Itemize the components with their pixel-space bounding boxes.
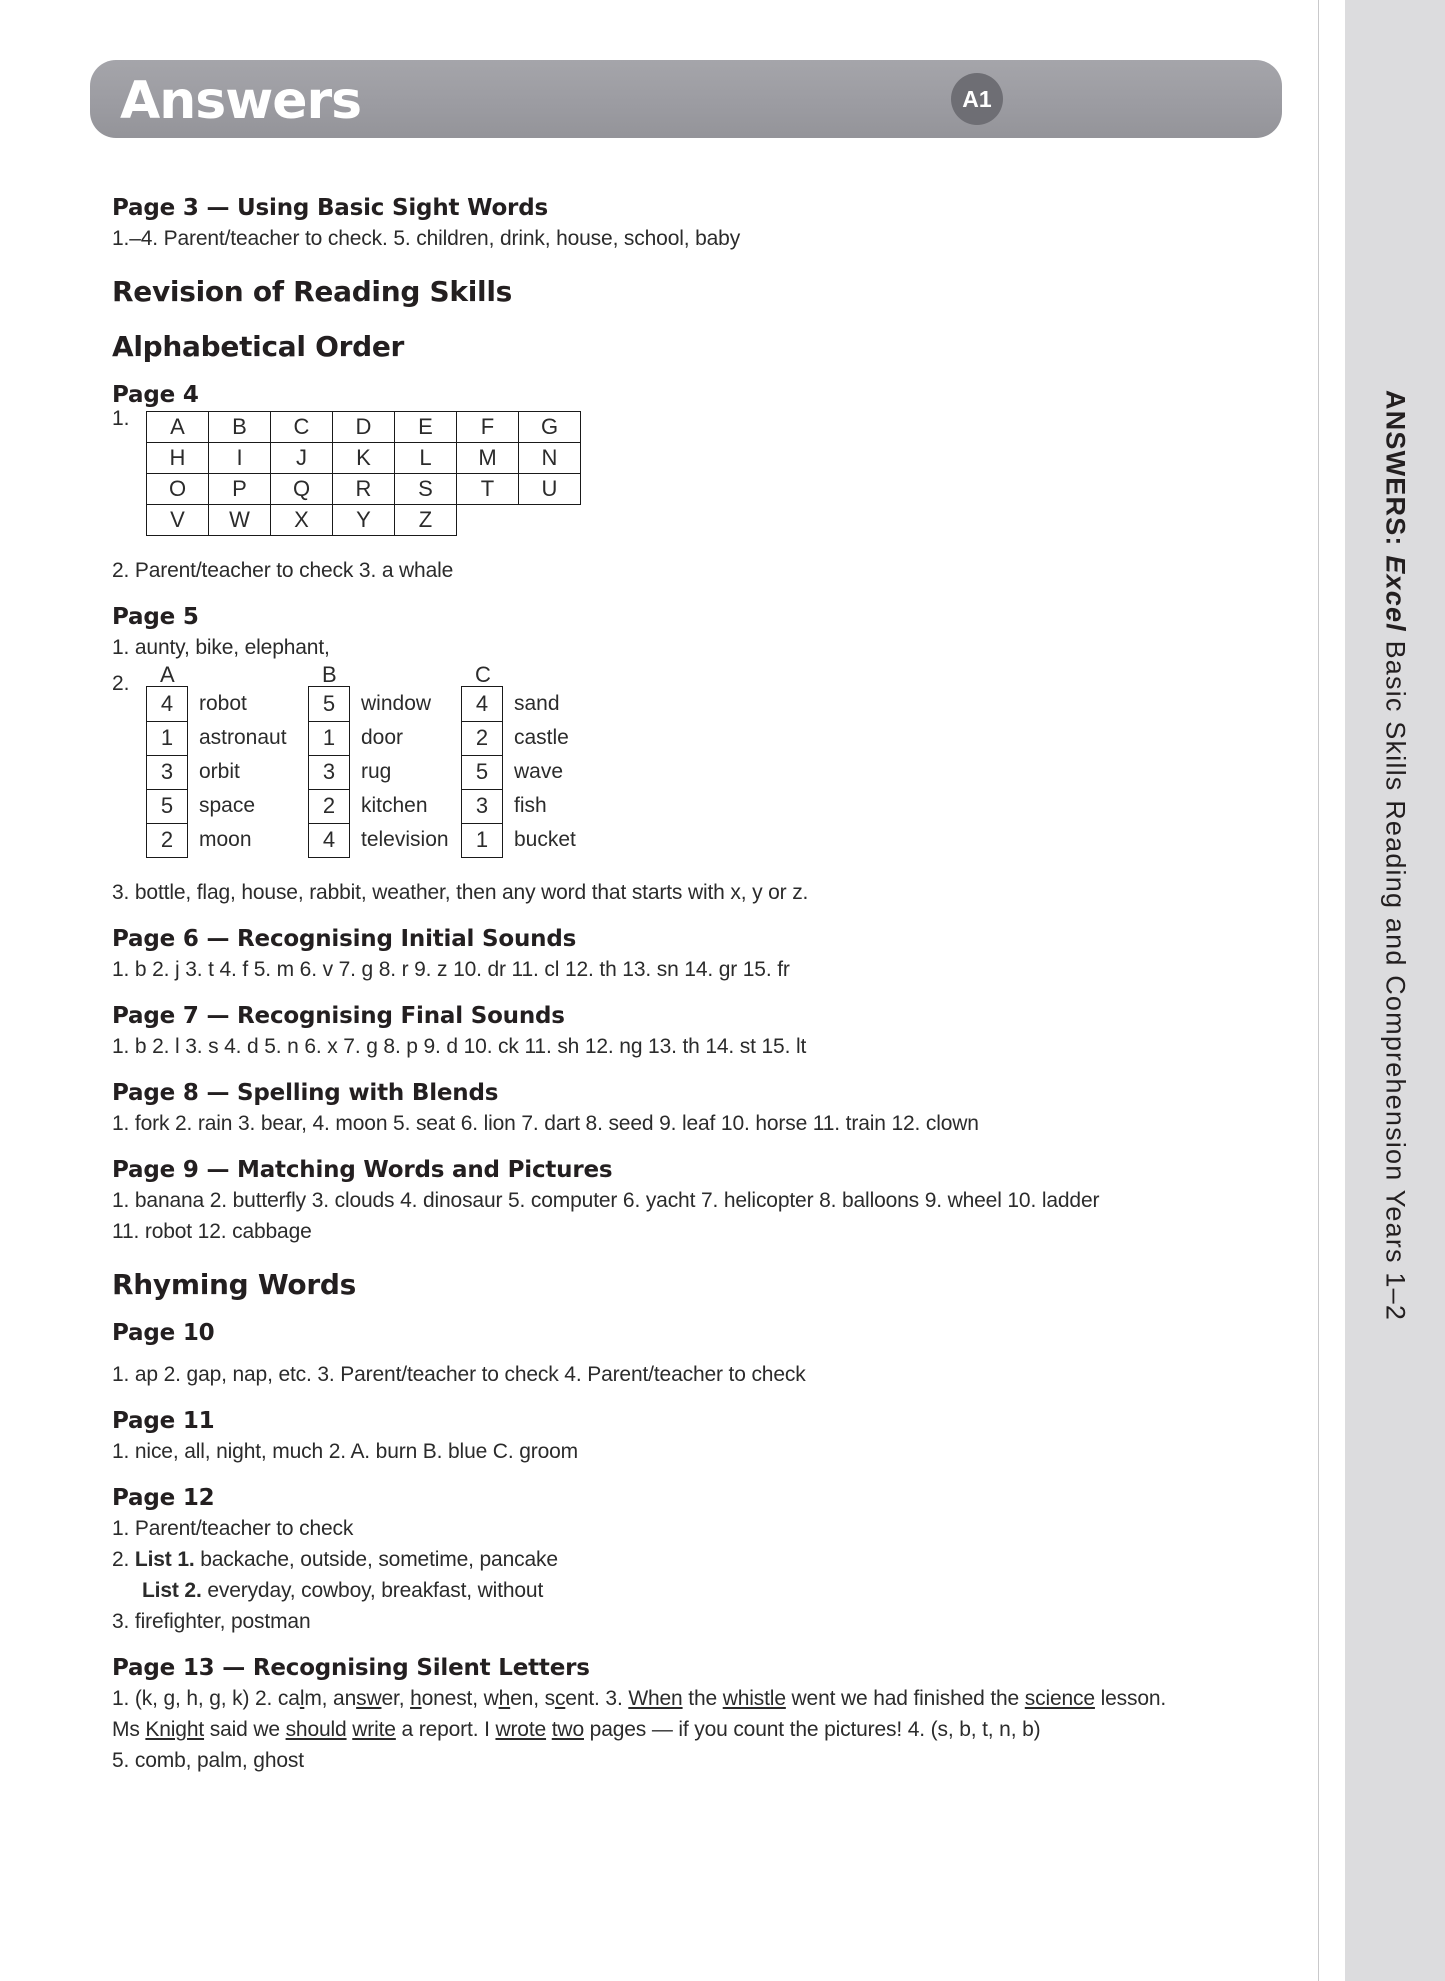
alphabet-grid-cell: P [209,474,271,505]
alphabet-grid-cell: Q [271,474,333,505]
heading-page-8: Page 8 — Spelling with Blends [112,1080,499,1106]
heading-page-13: Page 13 — Recognising Silent Letters [112,1655,590,1681]
word-label: rug [361,760,392,783]
word-label: wave [514,760,564,783]
answer-page-12-q1: 1. Parent/teacher to check [112,1517,354,1540]
answer-page-12-q3: 3. firefighter, postman [112,1610,311,1633]
list-item [309,687,432,721]
order-number-box: 3 [147,755,187,790]
list-item [309,721,404,755]
p13-underlined-word-when: When [628,1687,683,1710]
alphabet-grid-row [147,505,581,536]
alphabet-grid-cell: H [147,443,209,474]
order-number-box: 1 [147,721,187,756]
list-item [147,789,256,823]
word-label: door [361,726,404,749]
list-item [147,755,240,789]
heading-page-11: Page 11 [112,1408,215,1434]
page-5-item-number: 2. [112,672,130,695]
alphabet-grid-cell-empty [457,505,519,536]
alphabet-grid-cell: X [271,505,333,536]
alphabet-grid [146,411,581,536]
heading-rhyming-words: Rhyming Words [112,1268,356,1301]
alphabet-grid-cell: F [457,412,519,443]
p13-silent-letter-3: h [410,1687,422,1710]
p13-l2-seg-6: pages — if you count the pictures! 4. (s, b, t, n, b) [583,1718,1041,1741]
order-number-box: 2 [462,721,502,756]
alphabet-grid-cell: S [395,474,457,505]
p13-seg-8: went we had finished the [785,1687,1025,1710]
answer-page-8: 1. fork 2. rain 3. bear, 4. moon 5. seat 6. lion 7. dart 8. seed 9. leaf 10. horse 11. train 12. clown [112,1112,979,1135]
numbered-box-list [461,686,576,858]
list-2-label: List 2. [142,1579,202,1602]
p13-l2-seg-1: Ms [112,1718,146,1741]
sidebar-prefix: ANSWERS: [1380,390,1411,556]
alphabet-grid-cell: U [519,474,581,505]
alphabet-grid-cell: I [209,443,271,474]
word-label: kitchen [361,794,428,817]
answer-page-9-line-2: 11. robot 12. cabbage [112,1220,312,1243]
answer-page-12-q2-list-2 [112,1576,1292,1605]
page-5-sorting-columns [112,664,1292,870]
numbered-box-list [146,686,287,858]
answer-page-9-line-1: 1. banana 2. butterfly 3. clouds 4. dinosaur 5. computer 6. yacht 7. helicopter 8. balloons 9. wheel 10. ladder [112,1189,1100,1212]
order-number-box: 4 [147,687,187,722]
list-item [462,755,564,789]
p13-seg-5: en, s [510,1687,555,1710]
heading-alphabetical-order: Alphabetical Order [112,330,405,363]
heading-page-4: Page 4 [112,382,199,408]
p13-l2-seg-2: said we [204,1718,286,1741]
p13-seg-4: onest, w [421,1687,499,1710]
answer-page-10: 1. ap 2. gap, nap, etc. 3. Parent/teacher to check 4. Parent/teacher to check [112,1363,806,1386]
list-item [309,755,392,789]
alphabet-grid-cell: B [209,412,271,443]
list-1-label: List 1. [134,1548,195,1571]
header-banner-extension [1050,60,1282,138]
list-item [462,789,547,823]
alphabet-grid-cell: N [519,443,581,474]
list-item [309,823,449,857]
word-label: castle [514,726,569,749]
word-label: robot [199,692,247,715]
alphabet-grid-cell: Z [395,505,457,536]
alphabet-grid-cell: O [147,474,209,505]
alphabet-grid-cell: M [457,443,519,474]
order-number-box: 5 [147,789,187,824]
answer-page-7: 1. b 2. l 3. s 4. d 5. n 6. x 7. g 8. p 9. d 10. ck 11. sh 12. ng 13. th 14. st 15. lt [112,1035,807,1058]
answer-page-13-line-2 [112,1715,1292,1744]
alphabet-grid-cell: R [333,474,395,505]
page-5-column-c [461,662,576,858]
alphabet-grid-cell: A [147,412,209,443]
word-label: television [361,828,449,851]
order-number-box: 5 [462,755,502,790]
order-number-box: 4 [462,687,502,722]
p13-underlined-word-wrote: wrote [495,1718,547,1741]
status-badge: A1 [951,73,1003,125]
answer-page-5-q1: 1. aunty, bike, elephant, [112,636,330,659]
page-title: Answers [120,71,362,131]
alphabet-grid-row [147,412,581,443]
answer-page-12-q2-list-1 [112,1545,1292,1574]
answer-page-4-q2: 2. Parent/teacher to check 3. a whale [112,559,454,582]
p13-seg-9: lesson. [1094,1687,1167,1710]
order-number-box: 1 [309,721,349,756]
list-2-items: everyday, cowboy, breakfast, without [201,1579,544,1602]
heading-page-10: Page 10 [112,1320,215,1346]
p13-seg-7: the [682,1687,723,1710]
p13-seg-6: ent. 3. [565,1687,629,1710]
word-label: bucket [514,828,576,851]
heading-page-3: Page 3 — Using Basic Sight Words [112,195,548,221]
column-letter-label: C [475,662,491,687]
alphabet-grid-cell: J [271,443,333,474]
word-label: orbit [199,760,240,783]
list-item [147,721,287,755]
answer-page-11: 1. nice, all, night, much 2. A. burn B. blue C. groom [112,1440,578,1463]
p13-underlined-word-two: two [551,1718,584,1741]
answer-page-13-line-3: 5. comb, palm, ghost [112,1749,304,1772]
word-label: space [199,794,256,817]
alphabet-grid-cell: D [333,412,395,443]
page-12-q2-prefix: 2. [112,1548,135,1571]
order-number-box: 3 [309,755,349,790]
sidebar-running-head [1345,0,1445,1981]
word-label: fish [514,794,547,817]
sidebar-suffix: Basic Skills Reading and Comprehension Years 1–2 [1380,631,1411,1322]
order-number-box: 5 [309,687,349,722]
order-number-box: 2 [309,789,349,824]
page-5-column-b [308,662,449,858]
list-item [462,823,576,857]
alphabet-grid-wrapper [112,407,1292,536]
p13-underlined-word-knight: Knight [145,1718,205,1741]
heading-page-5: Page 5 [112,604,199,630]
alphabet-grid-cell: V [147,505,209,536]
alphabet-grid-cell: G [519,412,581,443]
answers-content [112,195,1292,1777]
word-label: moon [199,828,252,851]
alphabet-grid-row [147,474,581,505]
answer-page-6: 1. b 2. j 3. t 4. f 5. m 6. v 7. g 8. r 9. z 10. dr 11. cl 12. th 13. sn 14. gr 15. fr [112,958,790,981]
answer-page-5-q3: 3. bottle, flag, house, rabbit, weather, then any word that starts with x, y or z. [112,881,809,904]
column-letter-label: A [160,662,175,687]
p13-seg-3: er, [381,1687,411,1710]
order-number-box: 1 [475,827,489,852]
alphabet-grid-cell: W [209,505,271,536]
p13-seg-2: m, an [304,1687,357,1710]
list-item [309,789,428,823]
alphabet-grid-cell: E [395,412,457,443]
p13-silent-letter-1: l [299,1687,305,1710]
order-number-box: 2 [160,827,174,852]
alphabet-grid-cell: Y [333,505,395,536]
sidebar-divider [1318,0,1319,1981]
answer-page-13-line-1 [112,1684,1292,1713]
p13-silent-letter-4: h [498,1687,511,1710]
alphabet-grid-cell: C [271,412,333,443]
p13-seg-1: 1. (k, g, h, g, k) 2. ca [112,1687,300,1710]
answer-page-3: 1.–4. Parent/teacher to check. 5. children, drink, house, school, baby [112,227,741,250]
p13-silent-letter-2: sw [356,1687,382,1710]
sidebar-brand: Excel [1380,555,1411,632]
alphabet-grid-cell: L [395,443,457,474]
page-5-column-a [146,662,287,858]
word-label: astronaut [199,726,287,749]
heading-page-12: Page 12 [112,1485,215,1511]
list-item [462,721,569,755]
alphabet-grid-cell-empty [519,505,581,536]
heading-page-9: Page 9 — Matching Words and Pictures [112,1157,613,1183]
p13-l2-seg-4: a report. I [395,1718,496,1741]
order-number-box: 3 [462,789,502,824]
list-item [462,687,560,721]
heading-page-6: Page 6 — Recognising Initial Sounds [112,926,577,952]
alphabet-grid-cell: K [333,443,395,474]
list-item [147,823,252,857]
numbered-box-list [308,686,449,858]
list-item [147,687,247,721]
alphabet-grid-item-number: 1. [112,407,130,430]
word-label: window [361,692,432,715]
p13-underlined-word-whistle: whistle [722,1687,786,1710]
alphabet-grid-cell: T [457,474,519,505]
word-label: sand [514,692,560,715]
column-letter-label: B [322,662,337,687]
p13-silent-letter-5: c [554,1687,566,1710]
heading-revision-of-reading-skills: Revision of Reading Skills [112,275,513,308]
p13-underlined-word-should: should [285,1718,347,1741]
p13-underlined-word-science: science [1024,1687,1095,1710]
order-number-box: 4 [322,827,336,852]
p13-underlined-word-write: write [352,1718,396,1741]
alphabet-grid-row [147,443,581,474]
heading-page-7: Page 7 — Recognising Final Sounds [112,1003,565,1029]
list-1-items: backache, outside, sometime, pancake [194,1548,558,1571]
